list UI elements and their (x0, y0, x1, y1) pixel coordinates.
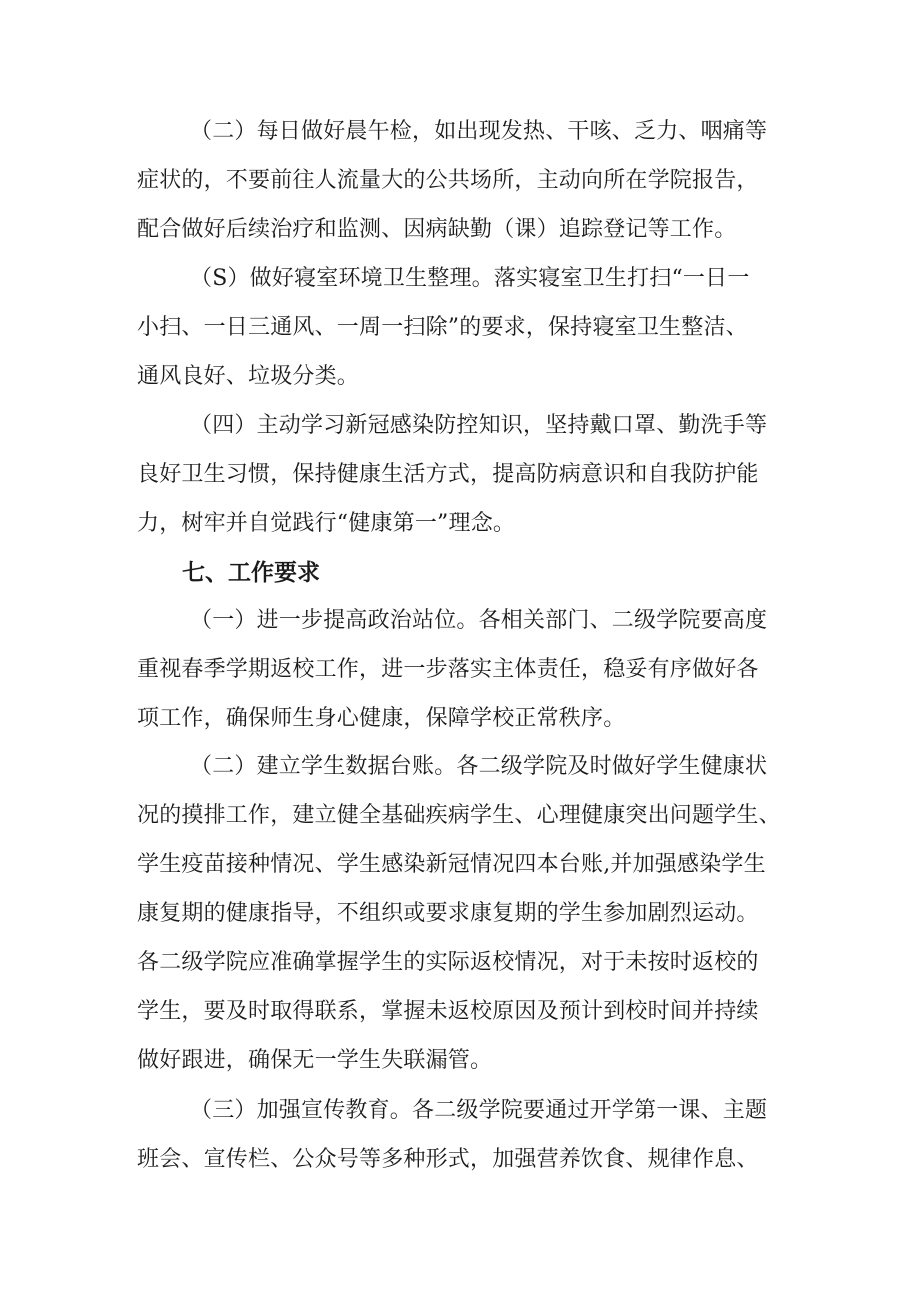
text-line: （一）进一步提高政治站位。各相关部门、二级学院要高度 (190, 608, 768, 633)
text-line: 良好卫生习惯，保持健康生活方式，提高防病意识和自我防护能 (137, 462, 759, 487)
text-line: 力，树牢并自觉践行“健康第一”理念。 (137, 511, 516, 536)
text-line: （三）加强宣传教育。各二级学院要通过开学第一课、主题 (190, 1098, 768, 1123)
text-line: 项工作，确保师生身心健康，保障学校正常秩序。 (137, 706, 626, 731)
text-line: 小扫、一日三通风、一周一扫除”的要求，保持寝室卫生整洁、 (137, 315, 748, 340)
text-line: （二）每日做好晨午检，如出现发热、干咳、乏力、咽痛等 (190, 119, 768, 144)
text-line: 学生疫苗接种情况、学生感染新冠情况四本台账,并加强感染学生 (137, 852, 766, 877)
text-line: （二）建立学生数据台账。各二级学院及时做好学生健康状 (190, 754, 768, 779)
text-line: 配合做好后续治疗和监测、因病缺勤（课）追踪登记等工作。 (137, 217, 737, 242)
text-line: 学生，要及时取得联系，掌握未返校原因及预计到校时间并持续 (137, 999, 759, 1024)
section-heading: 七、工作要求 (182, 560, 320, 586)
text-line: 各二级学院应准确掌握学生的实际返校情况，对于未按时返校的 (137, 950, 759, 975)
text-line: 通风良好、垃圾分类。 (137, 364, 360, 389)
text-line: （S）做好寝室环境卫生整理。落实寝室卫生打扫“一日一 (190, 266, 750, 291)
text-line: （四）主动学习新冠感染防控知识，坚持戴口罩、勤洗手等 (190, 413, 768, 438)
text-line: 况的摸排工作，建立健全基础疾病学生、心理健康突出问题学生、 (137, 803, 781, 828)
text-line: 班会、宣传栏、公众号等多种形式，加强营养饮食、规律作息、 (137, 1147, 759, 1172)
text-line: 康复期的健康指导，不组织或要求康复期的学生参加剧烈运动。 (137, 901, 759, 926)
text-line: 做好跟进，确保无一学生失联漏管。 (137, 1048, 493, 1073)
text-line: 重视春季学期返校工作，进一步落实主体责任，稳妥有序做好各 (137, 657, 759, 682)
text-line: 症状的，不要前往人流量大的公共场所，主动向所在学院报告， (137, 168, 759, 193)
